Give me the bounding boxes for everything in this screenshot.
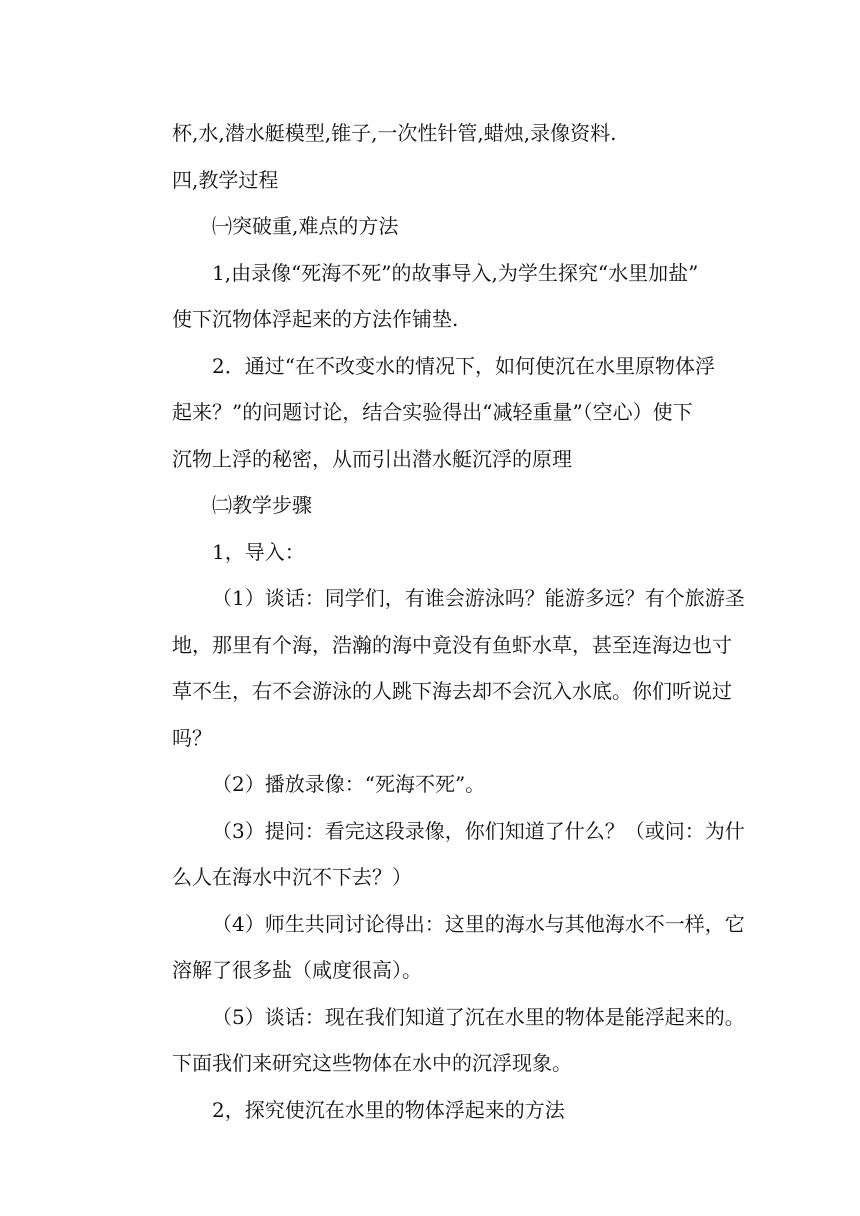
- step-1-3-line-1: （3）提问：看完这段录像，你们知道了什么？（或问：为什: [212, 818, 745, 843]
- step-1-1-line-3: 草不生，右不会游泳的人跳下海去却不会沉入水底。你们听说过: [172, 679, 732, 703]
- method-2-line-3: 沉物上浮的秘密，从而引出潜水艇沉浮的原理: [172, 446, 572, 471]
- method-1-line-1: 1,由录像“死海不死”的故事导入,为学生探究“水里加盐”: [212, 260, 699, 285]
- step-1-2: （2）播放录像：“死海不死”。: [212, 772, 486, 796]
- method-2-line-2: 起来？”的问题讨论，结合实验得出“减轻重量”（空心）使下: [172, 400, 693, 424]
- step-1-5-line-1: （5）谈话：现在我们知道了沉在水里的物体是能浮起来的。: [212, 1004, 745, 1029]
- subheading-steps: ㈡教学步骤: [212, 493, 312, 517]
- step-1-1-line-1: （1）谈话：同学们，有谁会游泳吗？能游多远？有个旅游圣: [212, 586, 745, 610]
- subheading-methods: ㈠突破重,难点的方法: [212, 214, 399, 238]
- step-1-4-line-2: 溶解了很多盐（咸度很高）。: [172, 958, 422, 982]
- step-1-3-line-2: 么人在海水中沉不下去？）: [172, 865, 412, 889]
- materials-line: 杯,水,潜水艇模型,锥子,一次性针管,蜡烛,录像资料.: [172, 121, 617, 145]
- step-1-5-line-2: 下面我们来研究这些物体在水中的沉浮现象。: [172, 1051, 572, 1075]
- step-1-4-line-1: （4）师生共同讨论得出：这里的海水与其他海水不一样，它: [212, 911, 745, 936]
- document-body: [172, 110, 745, 1133]
- step-1-1-line-2: 地，那里有个海，浩瀚的海中竟没有鱼虾水草，甚至连海边也寸: [172, 632, 732, 657]
- step-2-heading: 2，探究使沉在水里的物体浮起来的方法: [212, 1097, 565, 1122]
- method-1-line-2: 使下沉物体浮起来的方法作铺垫.: [172, 307, 459, 331]
- step-1-1-line-4: 吗？: [172, 725, 212, 750]
- method-2-line-1: 2．通过“在不改变水的情况下，如何使沉在水里原物体浮: [212, 353, 715, 378]
- step-1-heading: 1，导入：: [212, 539, 305, 564]
- section-heading-teaching-process: 四,教学过程: [172, 167, 279, 192]
